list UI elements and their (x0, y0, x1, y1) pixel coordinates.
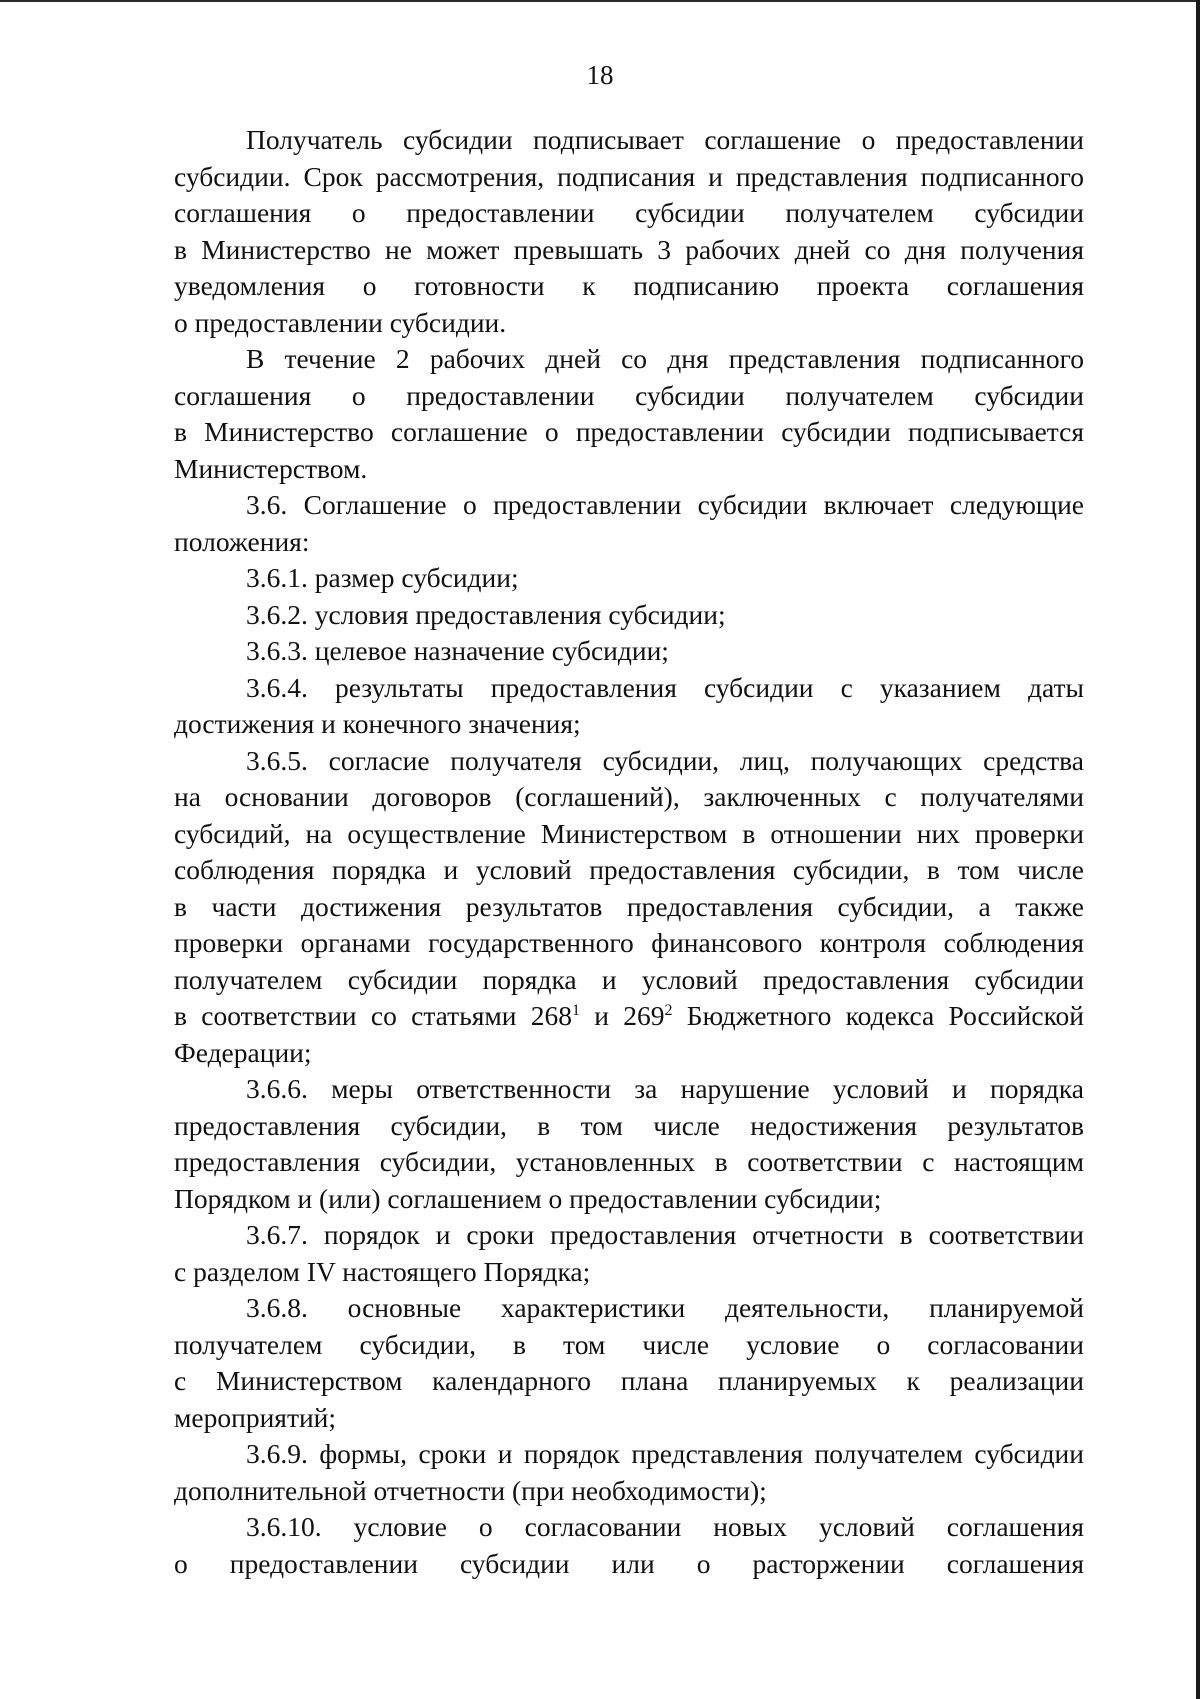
list-item (174, 1071, 1084, 1217)
text-line: получателем субсидии, в том числе условие о согласовании (174, 1328, 1084, 1360)
text-line: субсидий, на осуществление Министерством в отношении них проверки (174, 817, 1084, 849)
text-fragment: в соответствии со статьями 268 (174, 1000, 573, 1031)
text-line: о предоставлении субсидии или о расторжении соглашения (174, 1547, 1084, 1579)
text-line: предоставления субсидии, в том числе недостижения результатов (174, 1109, 1084, 1141)
text-fragment: Бюджетного кодекса Российской (672, 1000, 1084, 1031)
text-line: уведомления о готовности к подписанию проекта соглашения (174, 270, 1084, 301)
superscript: 2 (664, 1001, 673, 1019)
text-line: 3.6.3. целевое назначение субсидии; (246, 635, 669, 666)
text-line: в Министерство не может превышать 3 рабочих дней со дня получения (174, 233, 1084, 265)
text-line: с Министерством календарного плана планируемых к реализации (174, 1365, 1084, 1396)
text-line: 3.6.7. порядок и сроки предоставления отчетности в соответствии (246, 1219, 1084, 1250)
text-line: предоставления субсидии, установленных в соответствии с настоящим (174, 1146, 1084, 1177)
text-line: 3.6.2. условия предоставления субсидии; (246, 598, 726, 630)
text-line: получателем субсидии порядка и условий предоставления субсидии (174, 963, 1084, 995)
list-item (174, 560, 1084, 597)
text-line-with-superscripts (174, 998, 1084, 1035)
list-item (174, 1509, 1084, 1582)
text-line: 3.6.8. основные характеристики деятельности, планируемой (246, 1292, 1084, 1323)
text-line: соглашения о предоставлении субсидии получателем субсидии (174, 197, 1084, 228)
text-line: Федерации; (174, 1036, 312, 1068)
text-line: с разделом IV настоящего Порядка; (174, 1255, 591, 1287)
text-line: соблюдения порядка и условий предоставления субсидии, в том числе (174, 854, 1084, 885)
list-item (174, 670, 1084, 743)
list-item (174, 633, 1084, 670)
text-line: 3.6. Соглашение о предоставлении субсидии включает следующие (246, 489, 1084, 520)
document-body (174, 122, 1084, 1582)
paragraph (174, 341, 1084, 487)
text-line: 3.6.1. размер субсидии; (246, 562, 519, 593)
paragraph (174, 487, 1084, 560)
text-line: 3.6.4. результаты предоставления субсидии с указанием даты (246, 671, 1084, 703)
list-item (174, 1436, 1084, 1509)
list-item (174, 1290, 1084, 1436)
text-line: Министерством. (174, 452, 368, 484)
text-line: проверки органами государственного финансового контроля соблюдения (174, 927, 1084, 958)
text-line: 3.6.5. согласие получателя субсидии, лиц, получающих средства (246, 744, 1084, 776)
text-line: соглашения о предоставлении субсидии получателем субсидии (174, 379, 1084, 411)
paragraph (174, 122, 1084, 341)
text-line: в Министерство соглашение о предоставлении субсидии подписывается (174, 416, 1084, 447)
page-number: 18 (586, 60, 614, 90)
text-line: на основании договоров (соглашений), заключенных с получателями (174, 781, 1084, 812)
text-line: 3.6.9. формы, сроки и порядок представления получателем субсидии (246, 1438, 1084, 1469)
list-item (174, 1217, 1084, 1290)
text-line: Получатель субсидии подписывает соглашение о предоставлении (246, 124, 1084, 155)
text-line: В течение 2 рабочих дней со дня представления подписанного (246, 343, 1084, 374)
text-line: положения: (174, 525, 310, 557)
text-fragment: и 269 (580, 1000, 665, 1031)
text-line: 3.6.6. меры ответственности за нарушение условий и порядка (246, 1073, 1084, 1104)
text-line: 3.6.10. условие о согласовании новых условий соглашения (246, 1511, 1084, 1542)
scan-edge-top (0, 0, 1200, 2)
text-line: Порядком и (или) соглашением о предоставлении субсидии; (174, 1182, 882, 1214)
text-line: в части достижения результатов предоставления субсидии, а также (174, 890, 1084, 922)
text-line: достижения и конечного значения; (174, 708, 581, 739)
text-line: субсидии. Срок рассмотрения, подписания и представления подписанного (174, 160, 1084, 192)
list-item (174, 743, 1084, 1072)
scan-edge-right (1196, 0, 1200, 1699)
superscript: 1 (572, 1001, 581, 1019)
text-line: мероприятий; (174, 1401, 337, 1433)
text-line: дополнительной отчетности (при необходимости); (174, 1474, 767, 1506)
list-item (174, 597, 1084, 634)
text-line: о предоставлении субсидии. (174, 306, 507, 338)
